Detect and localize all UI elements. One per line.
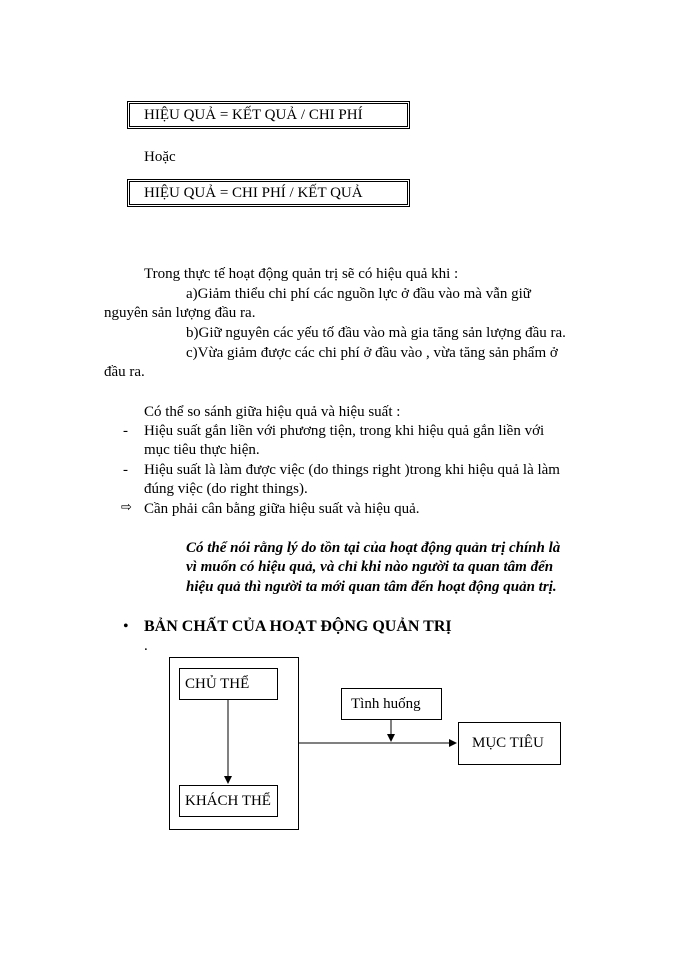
subject-label: CHỦ THỂ	[185, 676, 250, 692]
bullet-2-marker: -	[123, 462, 128, 478]
conclusion-text: Cần phải cân bằng giữa hiệu suất và hiệu quả.	[144, 501, 420, 517]
point-a-line-1: a)Giảm thiểu chi phí các nguồn lực ở đầu vào mà vẫn giữ	[186, 286, 531, 302]
point-a-line-2: nguyên sản lượng đầu ra.	[104, 305, 256, 321]
point-c-line-1: c)Vừa giảm được các chi phí ở đầu vào , vừa tăng sản phẩm ở	[186, 345, 558, 361]
point-b: b)Giữ nguyên các yếu tố đầu vào mà gia tăng sản lượng đầu ra.	[186, 325, 566, 341]
bullet-1-marker: -	[123, 423, 128, 439]
intro-text: Trong thực tế hoạt động quản trị sẽ có hiệu quả khi :	[144, 266, 459, 282]
section-heading: BẢN CHẤT CỦA HOẠT ĐỘNG QUẢN TRỊ	[144, 618, 452, 635]
emphasis-line-2: vì muốn có hiệu quả, và chỉ khi nào người ta quan tâm đến	[186, 559, 554, 575]
emphasis-line-3: hiệu quả thì người ta mới quan tâm đến hoạt động quản trị.	[186, 579, 557, 595]
section-dot: .	[144, 638, 148, 654]
conclusion-arrow-icon: ⇨	[121, 500, 132, 515]
situation-label: Tình huống	[351, 696, 421, 712]
compare-intro: Có thể so sánh giữa hiệu quả và hiệu suất :	[144, 404, 401, 420]
or-text: Hoặc	[144, 149, 176, 165]
point-c-line-2: đầu ra.	[104, 364, 145, 380]
bullet-2-line-2: đúng việc (do right things).	[144, 481, 308, 497]
section-bullet-icon: •	[123, 618, 129, 635]
bullet-1-line-2: mục tiêu thực hiện.	[144, 442, 260, 458]
bullet-1-line-1: Hiệu suất gắn liền với phương tiện, trong khi hiệu quả gắn liền với	[144, 423, 545, 439]
object-label: KHÁCH THỂ	[185, 793, 271, 809]
emphasis-line-1: Có thể nói rằng lý do tồn tại của hoạt động quản trị chính là	[186, 540, 561, 556]
formula-1: HIỆU QUẢ = KẾT QUẢ / CHI PHÍ	[144, 107, 363, 123]
bullet-2-line-1: Hiệu suất là làm được việc (do things right )trong khi hiệu quả là làm	[144, 462, 560, 478]
formula-2: HIỆU QUẢ = CHI PHÍ / KẾT QUẢ	[144, 185, 363, 201]
goal-label: MỤC TIÊU	[472, 735, 544, 751]
